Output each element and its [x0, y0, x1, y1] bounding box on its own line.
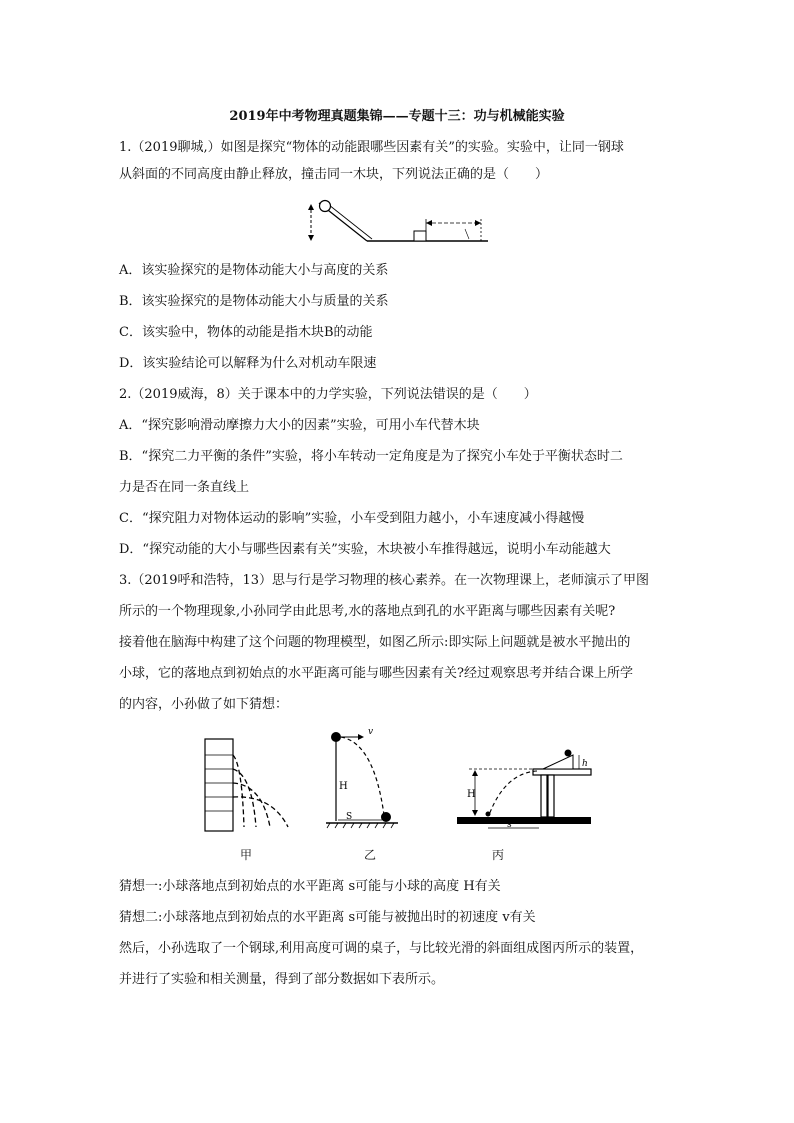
q3-guess-1: 猜想一:小球落地点到初始点的水平距离 s可能与小球的高度 H有关 — [119, 879, 501, 894]
figure-caption-jia: 甲 — [240, 848, 253, 862]
figure-bing-table-incline — [455, 745, 595, 830]
q2-option-c: C．“探究阻力对物体运动的影响”实验，小车受到阻力越小，小车速度减小得越慢 — [119, 511, 585, 526]
label-S: S — [346, 812, 353, 822]
q3-stem-line5: 的内容，小孙做了如下猜想： — [119, 697, 289, 712]
q3-stem-line1: 3.（2019呼和浩特，13）思与行是学习物理的核心素养。在一次物理课上，老师演示了甲图 — [119, 573, 650, 588]
q1-option-c: C．该实验中，物体的动能是指木块B的动能 — [119, 325, 373, 340]
label-H-bing: H — [467, 789, 476, 800]
q3-stem-line2: 所示的一个物理现象,小孙同学由此思考,水的落地点到孔的水平距离与哪些因素有关呢? — [119, 604, 616, 619]
q3-stem-line4: 小球，它的落地点到初始点的水平距离可能与哪些因素有关?经过观察思考并结合课上所学 — [119, 666, 633, 681]
figure-caption-bing: 丙 — [492, 848, 505, 862]
q1-incline-diagram — [305, 195, 490, 245]
q3-stem-line3: 接着他在脑海中构建了这个问题的物理模型，如图乙所示:即实际上问题就是被水平抛出的 — [119, 635, 631, 650]
label-s: s — [507, 820, 512, 830]
q1-option-a: A．该实验探究的是物体动能大小与高度的关系 — [119, 263, 389, 278]
q1-stem-line2: 从斜面的不同高度由静止释放，撞击同一木块，下列说法正确的是（ ） — [119, 167, 549, 182]
page-title: 2019年中考物理真题集锦——专题十三：功与机械能实验 — [229, 109, 565, 124]
q2-option-a: A．“探究影响滑动摩擦力大小的因素”实验，可用小车代替木块 — [119, 418, 480, 433]
q2-stem: 2.（2019威海，8）关于课本中的力学实验，下列说法错误的是（ ） — [119, 387, 537, 402]
q2-option-d: D．“探究动能的大小与哪些因素有关”实验，木块被小车推得越远，说明小车动能越大 — [119, 542, 611, 557]
figure-caption-yi: 乙 — [364, 848, 377, 862]
q1-option-b: B．该实验探究的是物体动能大小与质量的关系 — [119, 294, 389, 309]
q3-guess-2: 猜想二:小球落地点到初始点的水平距离 s可能与被抛出时的初速度 v有关 — [119, 910, 536, 925]
label-v: v — [368, 727, 374, 737]
label-h: h — [582, 759, 588, 769]
figure-yi-projectile-model — [322, 725, 402, 830]
q3-after-line2: 并进行了实验和相关测量，得到了部分数据如下表所示。 — [119, 972, 445, 987]
q2-option-b-line2: 力是否在同一条直线上 — [119, 480, 250, 495]
q1-option-d: D．该实验结论可以解释为什么对机动车限速 — [119, 356, 377, 371]
q3-after-line1: 然后，小孙选取了一个钢球,利用高度可调的桌子，与比较光滑的斜面组成图丙所示的装置， — [119, 941, 644, 956]
figure-jia-water-jets — [200, 735, 295, 835]
q2-option-b-line1: B．“探究二力平衡的条件”实验，将小车转动一定角度是为了探究小车处于平衡状态时二 — [119, 449, 623, 464]
label-H: H — [339, 781, 348, 792]
q1-stem-line1: 1.（2019聊城,）如图是探究“物体的动能跟哪些因素有关”的实验。实验中，让同一钢球 — [119, 140, 624, 155]
